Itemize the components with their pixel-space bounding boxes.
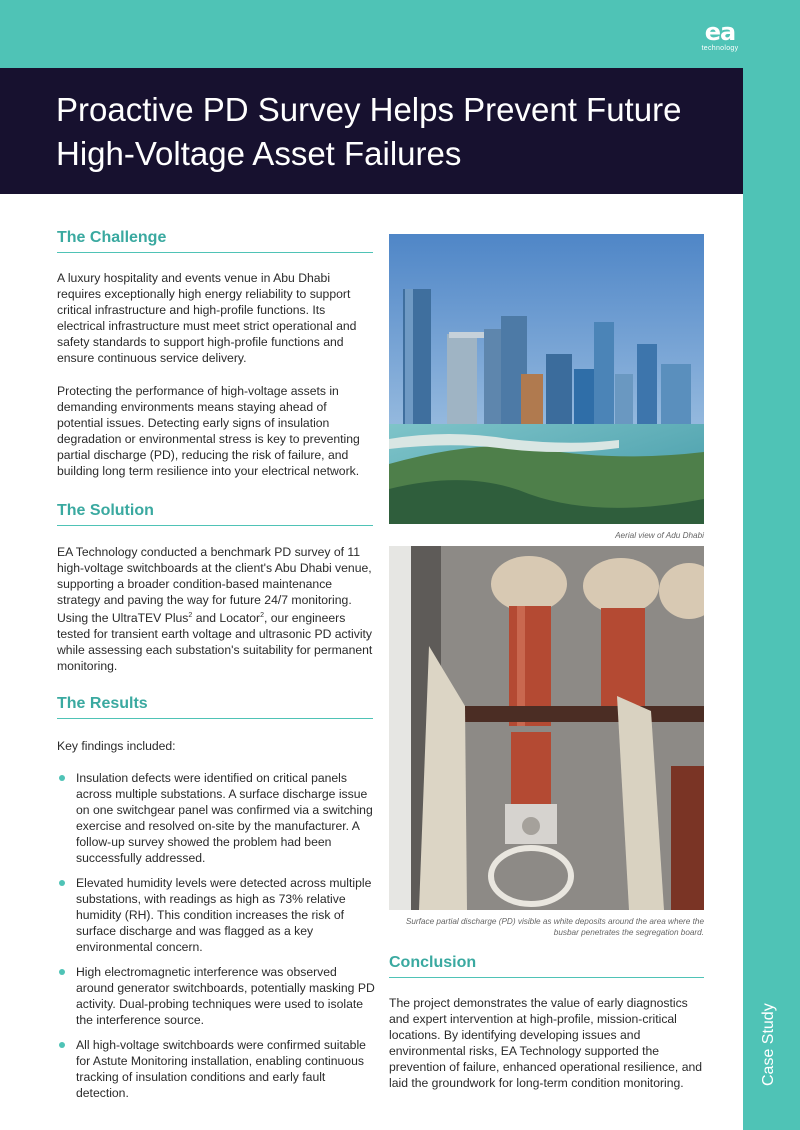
top-band xyxy=(0,0,800,68)
solution-paragraph xyxy=(57,544,373,674)
case-study-label: Case Study xyxy=(760,1003,777,1086)
list-item-text: All high-voltage switchboards were confirmed suitable for Astute Monitoring installation, enabling continuous tracking of insulation conditions and early fault detection. xyxy=(76,1038,366,1100)
conclusion-heading: Conclusion xyxy=(389,953,704,978)
solution-text-before: EA Technology conducted a benchmark PD survey of 11 high-voltage switchboards at the client's Abu Dhabi venue, supporting a broader condition-based maintenance strategy and paving the way for future 24/7 monitoring. Using the UltraTEV Plus xyxy=(57,545,372,626)
solution-superscript-2: 2 xyxy=(260,612,264,619)
bullet-dot xyxy=(59,1042,65,1048)
list-item xyxy=(57,770,375,866)
list-item-text: High electromagnetic interference was observed around generator switchboards, potentially masking PD activity. Dual-probing techniques were used to isolate the interference source. xyxy=(76,965,375,1027)
aerial-photo-illustration xyxy=(389,234,704,524)
bullet-dot xyxy=(59,775,65,781)
aerial-photo xyxy=(389,234,704,524)
solution-heading: The Solution xyxy=(57,501,373,526)
challenge-heading: The Challenge xyxy=(57,228,373,253)
results-intro: Key findings included: xyxy=(57,739,176,753)
list-item xyxy=(57,875,375,955)
bullet-dot xyxy=(59,969,65,975)
results-heading: The Results xyxy=(57,694,373,719)
switchgear-photo-caption: Surface partial discharge (PD) visible as white deposits around the area where the busbar penetrates the segregation board. xyxy=(405,917,704,937)
challenge-paragraph-2: Protecting the performance of high-voltage assets in demanding environments means staying ahead of potential issues. Detecting early signs of insulation degradation or environmental stress is key to preventing partial discharge (PD), reducing the risk of failure, and building long term resilience into your electrical network. xyxy=(57,384,360,478)
switchgear-photo-illustration xyxy=(389,546,704,910)
aerial-photo-caption: Aerial view of Adu Dhabi xyxy=(615,531,704,540)
conclusion-paragraph: The project demonstrates the value of early diagnostics and expert intervention at high-profile, mission-critical locations. By identifying developing issues and environmental risks, EA Technology supported the prevention of failure, enhanced operational resilience, and laid the groundwork for long-term condition monitoring. xyxy=(389,996,703,1090)
solution-text-middle: and Locator xyxy=(192,611,261,626)
switchgear-photo xyxy=(389,546,704,910)
side-strip xyxy=(743,68,800,1130)
logo-subtitle: technology xyxy=(701,45,739,52)
logo-mark: ea xyxy=(704,18,736,46)
list-item xyxy=(57,964,375,1028)
bullet-dot xyxy=(59,880,65,886)
list-item-text: Elevated humidity levels were detected across multiple substations, with readings as high as 73% relative humidity (RH). This condition increases the risk of surface discharge and was flagged as a key environmental concern. xyxy=(76,876,372,954)
results-list xyxy=(57,770,375,1110)
solution-superscript-1: 2 xyxy=(188,612,193,619)
list-item-text: Insulation defects were identified on critical panels across multiple substations. A surface discharge issue on one switchgear panel was confirmed via a switching exercise and resolved on-site by the manufacturer. A follow-up survey showed the problem had been successfully addressed. xyxy=(76,771,373,865)
ea-technology-logo xyxy=(698,20,742,53)
solution-text-after: , our engineers tested for transient earth voltage and ultrasonic PD activity while assessing each substation's suitability for permanent monitoring. xyxy=(57,611,373,674)
list-item xyxy=(57,1037,375,1101)
page-title: Proactive PD Survey Helps Prevent Future High-Voltage Asset Failures xyxy=(56,91,682,172)
challenge-paragraph-1: A luxury hospitality and events venue in Abu Dhabi requires exceptionally high energy reliability to support critical infrastructure and high-profile functions. Its electrical infrastructure must meet strict operational and safety standards to support high-profile functions and ensure continuous service delivery. xyxy=(57,271,357,365)
